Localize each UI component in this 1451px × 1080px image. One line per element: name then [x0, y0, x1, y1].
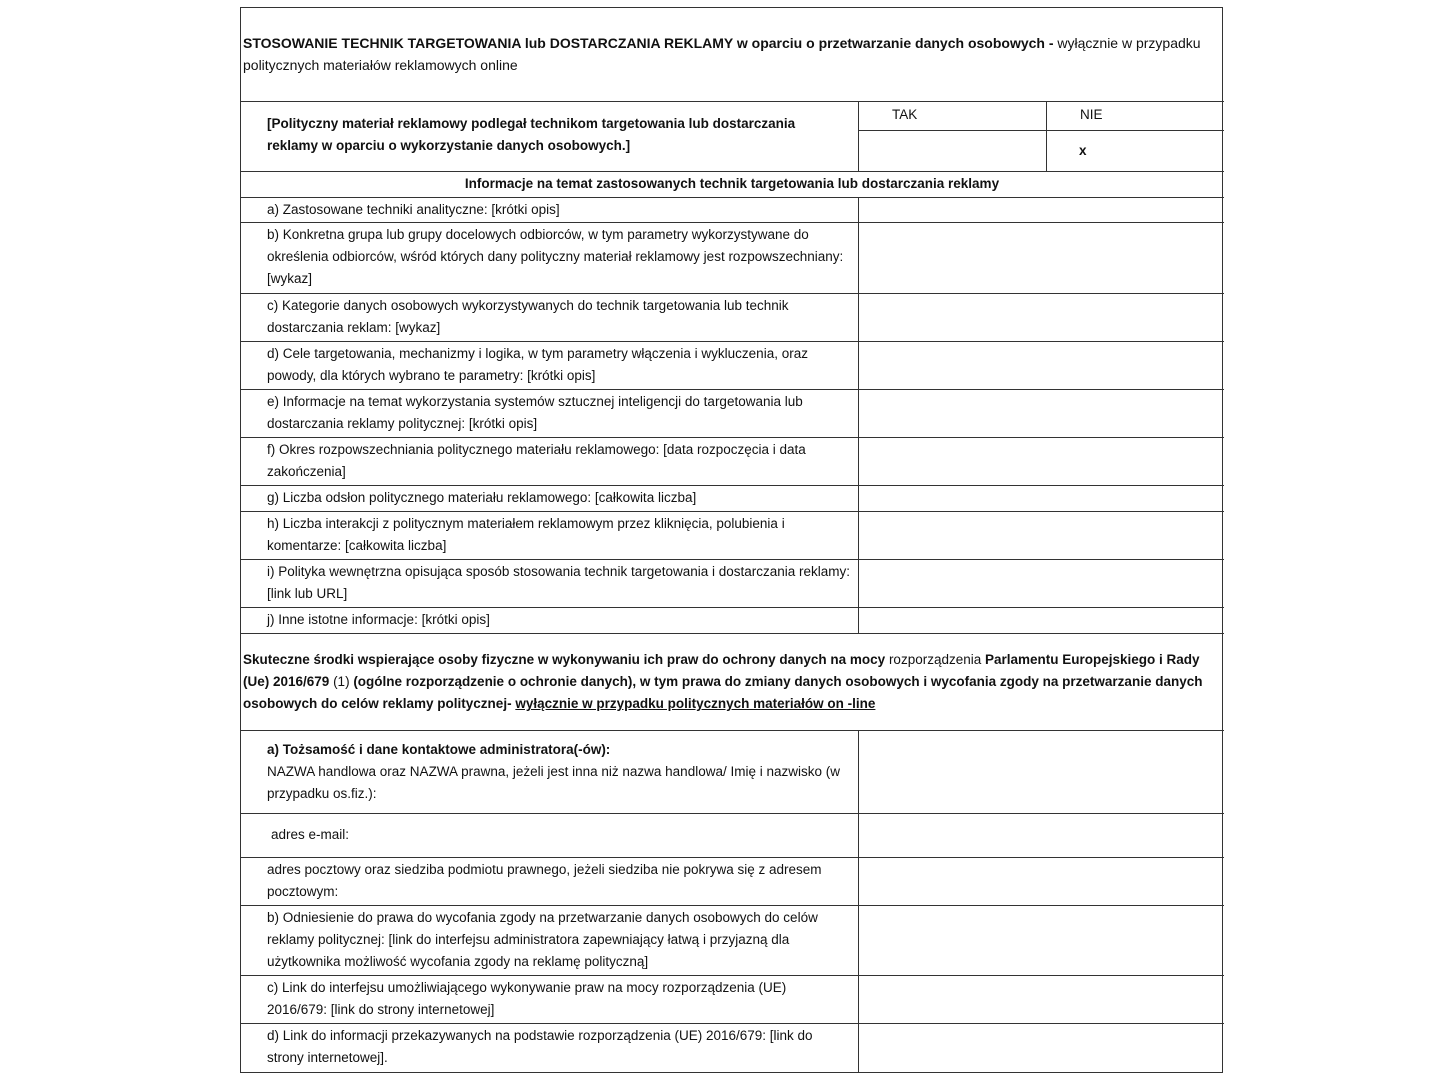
- divider: [240, 857, 1224, 858]
- divider: [858, 130, 1224, 131]
- question-text: [Polityczny materiał reklamowy podlegał technikom targetowania lub dostarczania reklamy w oparciu o wykorzystanie danych osobowych.]: [267, 116, 796, 153]
- header-bold: STOSOWANIE TECHNIK TARGETOWANIA lub DOSTARCZANIA REKLAMY w oparciu o przetwarzanie danych osobowych -: [243, 35, 1054, 51]
- row-label-j: j) Inne istotne informacje: [krótki opis]: [267, 612, 490, 627]
- measures-text: Skuteczne środki wspierające osoby fizyczne w wykonywaniu ich praw do ochrony danych na mocy: [243, 652, 889, 667]
- divider: [240, 293, 1224, 294]
- row-value-e[interactable]: [860, 391, 1222, 436]
- divider: [240, 485, 1224, 486]
- divider: [240, 389, 1224, 390]
- divider: [240, 341, 1224, 342]
- divider: [240, 813, 1224, 814]
- divider: [240, 171, 1224, 172]
- row-label-h: h) Liczba interakcji z politycznym materiałem reklamowym przez kliknięcia, polubienia i komentarze: [całkowita liczba]: [267, 516, 785, 553]
- admin-a-label: [267, 739, 847, 805]
- admin-b-label: b) Odniesienie do prawa do wycofania zgody na przetwarzanie danych osobowych do celów reklamy politycznej: [link do interfejsu administratora zapewniający łatwą i przyjazną dla użytkownika możliwość wycofania zgody na reklamę polityczną]: [267, 910, 818, 969]
- row-label-d: d) Cele targetowania, mechanizmy i logika, w tym parametry włączenia i wykluczenia, oraz powody, dla których wybrano te parametry: [krótki opis]: [267, 346, 808, 383]
- divider: [240, 437, 1224, 438]
- column-divider: [858, 101, 859, 171]
- row-value-i[interactable]: [860, 561, 1222, 606]
- postal-label: adres pocztowy oraz siedziba podmiotu prawnego, jeżeli siedziba nie pokrywa się z adresem pocztowym:: [267, 862, 822, 899]
- divider: [240, 222, 1224, 223]
- measures-text: rozporządzenia: [888, 652, 982, 667]
- admin-c-value[interactable]: [860, 977, 1222, 1022]
- divider: [240, 607, 1224, 608]
- row-value-f[interactable]: [860, 439, 1222, 484]
- row-value-a[interactable]: [860, 199, 1222, 221]
- nie-checkbox[interactable]: x: [1079, 143, 1087, 158]
- admin-b-value[interactable]: [860, 907, 1222, 974]
- row-label-e: e) Informacje na temat wykorzystania systemów sztucznej inteligencji do targetowania lub dostarczania reklamy politycznej: [krótki opis]: [267, 394, 803, 431]
- divider: [240, 975, 1224, 976]
- divider: [240, 559, 1224, 560]
- admin-a-text: NAZWA handlowa oraz NAZWA prawna, jeżeli jest inna niż nazwa handlowa/ Imię i nazwisko (w przypadku os.fiz.):: [267, 764, 840, 801]
- divider: [240, 730, 1224, 731]
- measures-text: (1): [333, 674, 350, 689]
- column-divider: [858, 730, 859, 1073]
- row-label-i: i) Polityka wewnętrzna opisująca sposób stosowania technik targetowania i dostarczania reklamy: [link lub URL]: [267, 564, 851, 601]
- divider: [240, 101, 1224, 102]
- info-heading: Informacje na temat zastosowanych technik targetowania lub dostarczania reklamy: [464, 176, 1000, 191]
- nie-label: NIE: [1080, 107, 1103, 122]
- row-value-j[interactable]: [860, 609, 1222, 632]
- divider: [240, 511, 1224, 512]
- row-value-h[interactable]: [860, 513, 1222, 558]
- postal-value[interactable]: [860, 859, 1222, 904]
- row-value-b[interactable]: [860, 224, 1222, 292]
- admin-a-title: a) Tożsamość i dane kontaktowe administratora(-ów):: [267, 742, 611, 757]
- measures-text: (ogólne rozporządzenie o ochronie danych), w tym prawa do zmiany danych osobowych i wycofania zgody na przetwarzanie danych osobowych do celów reklamy politycznej-: [243, 674, 1203, 711]
- email-label: adres e-mail:: [271, 827, 350, 842]
- section-header: [243, 32, 1223, 76]
- header-normal: wyłącznie w przypadku politycznych materiałów reklamowych online: [243, 35, 1201, 73]
- row-value-g[interactable]: [860, 487, 1222, 510]
- email-value[interactable]: [860, 815, 1222, 856]
- column-divider: [858, 197, 859, 633]
- row-value-c[interactable]: [860, 295, 1222, 340]
- tak-label: TAK: [892, 107, 918, 122]
- admin-d-value[interactable]: [860, 1025, 1222, 1071]
- row-label-c: c) Kategorie danych osobowych wykorzystywanych do technik targetowania lub technik dostarczania reklam: [wykaz]: [267, 298, 789, 335]
- row-label-g: g) Liczba odsłon politycznego materiału reklamowego: [całkowita liczba]: [267, 490, 697, 505]
- measures-paragraph: [243, 649, 1223, 715]
- row-value-d[interactable]: [860, 343, 1222, 388]
- column-divider: [1046, 101, 1047, 171]
- admin-a-value[interactable]: [860, 732, 1222, 812]
- row-label-b: b) Konkretna grupa lub grupy docelowych odbiorców, w tym parametry wykorzystywane do określenia odbiorców, wśród których dany polityczny materiał reklamowy jest rozpowszechniany: [wykaz]: [267, 227, 844, 286]
- divider: [240, 1023, 1224, 1024]
- tak-checkbox[interactable]: [860, 133, 1045, 169]
- row-label-f: f) Okres rozpowszechniania politycznego materiału reklamowego: [data rozpoczęcia i data zakończenia]: [267, 442, 806, 479]
- measures-text: wyłącznie w przypadku politycznych materiałów on -line: [515, 696, 876, 711]
- admin-d-label: d) Link do informacji przekazywanych na podstawie rozporządzenia (UE) 2016/679: [link do strony internetowej].: [267, 1028, 813, 1065]
- admin-c-label: c) Link do interfejsu umożliwiającego wykonywanie praw na mocy rozporządzenia (UE) 2016/679: [link do strony internetowej]: [267, 980, 787, 1017]
- measures-text: Parlamentu Europejskiego i Rady (Ue) 2016/679: [243, 652, 1200, 689]
- divider: [240, 905, 1224, 906]
- row-label-a: a) Zastosowane techniki analityczne: [krótki opis]: [267, 202, 560, 217]
- divider: [240, 197, 1224, 198]
- divider: [240, 633, 1224, 634]
